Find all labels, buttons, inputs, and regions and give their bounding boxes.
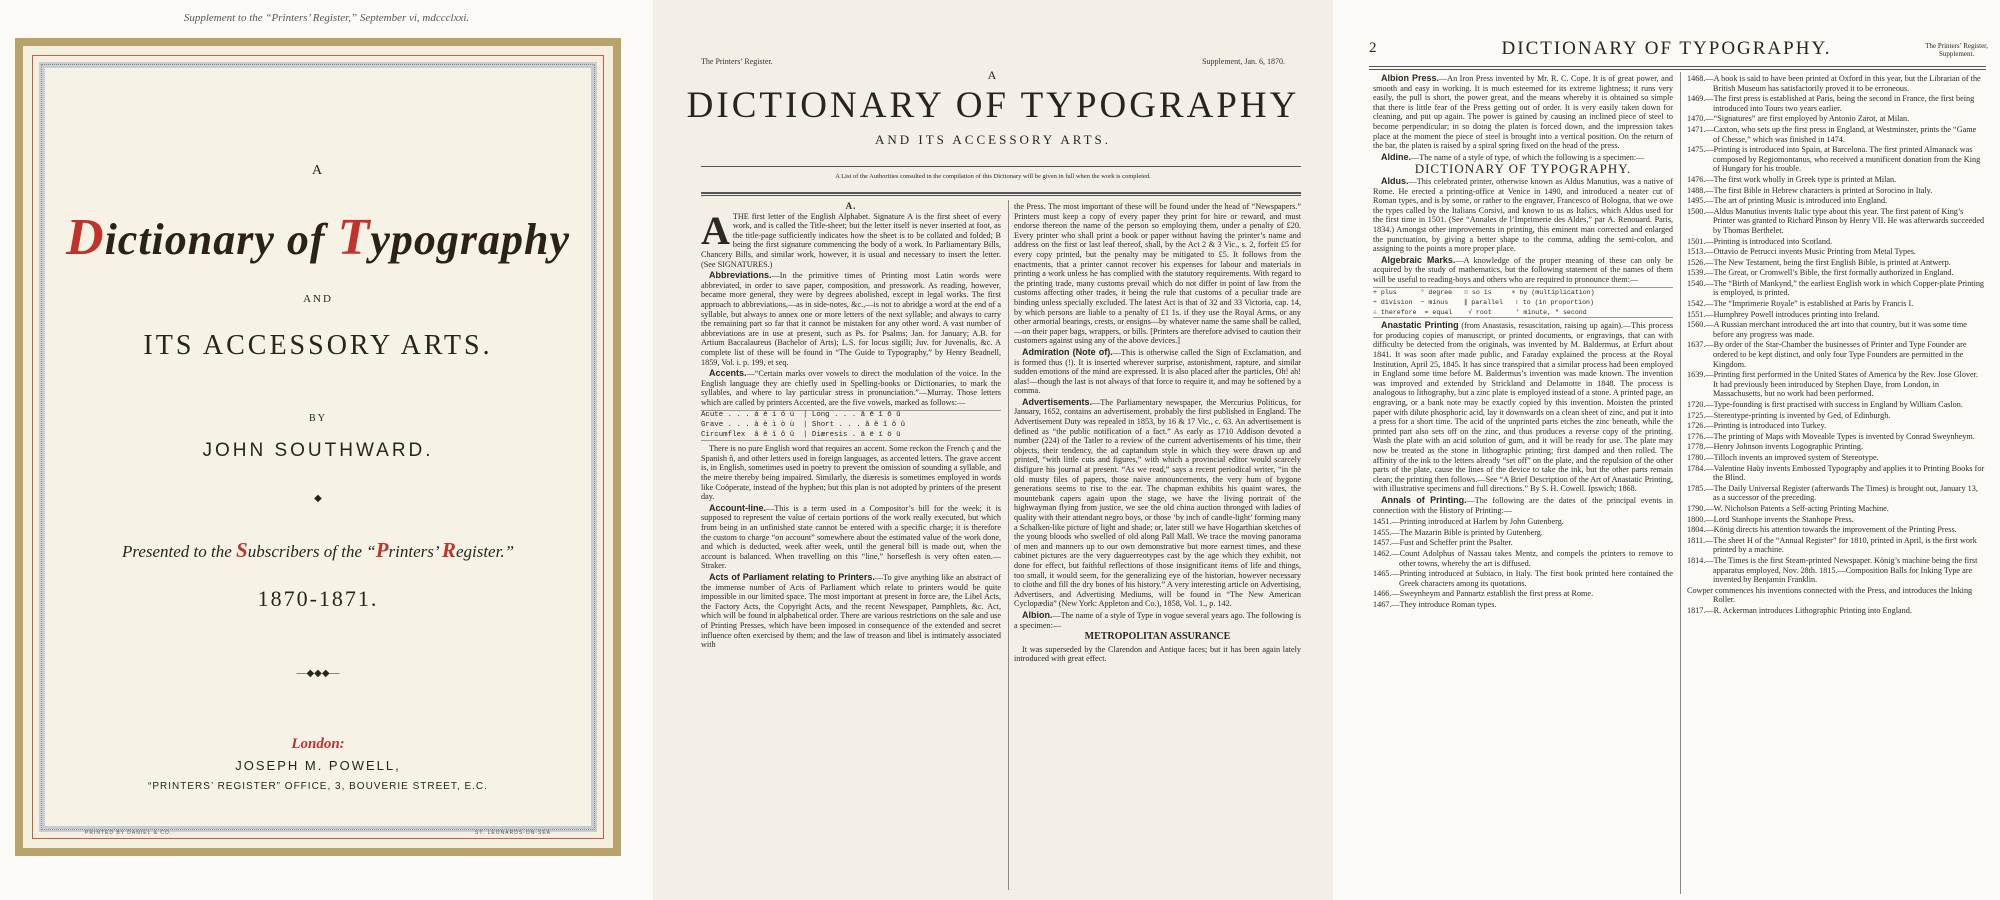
annals-entry: 1469.—The first press is established at Paris, being the second in France, the first being introduced into Tours two years earlier. bbox=[1687, 94, 1975, 113]
drop-cap: A bbox=[701, 207, 730, 253]
annals-entry: 1488.—The first Bible in Hebrew characters is printed at Sorocino in Italy. bbox=[1687, 185, 1933, 195]
cover-presented: Presented to the Subscribers of the “Printers’ Register.” bbox=[121, 538, 515, 562]
entry-accents-cont: There is no pure English word that requires an accent. Some reckon the French ç and the Spanish ñ, and other letters used in foreign languages, as accented letters. The grave accent is, in English, sometimes used in poetry to prevent the omission of sounding a syllable, and the metre thereby being impaired. Similarly, the diæresis is sometimes employed in words like Coöperate, instead of the hyphen; but this plan is not adopted by printers of the present day. bbox=[701, 444, 1001, 502]
annals-list-right bbox=[1687, 74, 1985, 894]
annals-entry: 1542.—The “Imprimerie Royale” is established at Paris by Francis I. bbox=[1687, 299, 1914, 309]
entry-a: ATHE first letter of the English Alphabet. Signature A is the first sheet of every work, and is called the Title-sheet; but the letter itself is never inserted at foot, as the title-page sufficiently indicates how the sheet is to be collated and folded; B being the first signature commencing the body of a work. In Parliamentary Bills, Chancery Bills, and similar work, however, it is usual and necessary to insert the letter. (See SIGNATURES.) bbox=[701, 207, 1001, 269]
cover-content bbox=[45, 68, 591, 836]
text-column-2 bbox=[1014, 202, 1301, 892]
entry-aldus: Aldus.—This celebrated printer, otherwise known as Aldus Manutius, was a native of Rome. He erected a printing-office at Venice in 1490, and introduced a neater cut of Roman types, and is by some, or rather to the engraver, Francesco of Bologna, that we owe the types called by the Italians Corsivi, and known to us as Italics, which Aldus used for the first time in 1501. (See “Annales de l’Imprimerie des Aldes,” par A. Renouard. Paris, 1834.) Amongst other improvements in printing, this eminent man corrected and enlarged the punctuation, by giving a better shape to the comma, adding the semi-colon, and assigning to the points a more proper place. bbox=[1373, 175, 1673, 254]
annals-entry: 1526.—The New Testament, being the first English Bible, is printed at Antwerp. bbox=[1687, 257, 1951, 267]
annals-entry: 1467.—They introduce Roman types. bbox=[1373, 599, 1497, 609]
annals-entry: 1778.—Henry Johnson invents Logographic Printing. bbox=[1687, 442, 1864, 452]
running-header-right: The Printers’ Register, Supplement. bbox=[1925, 42, 1988, 58]
annals-entry: 1814.—The Times is the first Steam-printed Newspaper. König’s machine being the first apparatus employed, Nov. 28th. 1815.—Composition Balls for Inking Type are invented by Benjamin Franklin. bbox=[1687, 555, 1978, 585]
divider-rule bbox=[701, 166, 1301, 167]
annals-entry: 1465.—Printing introduced at Subiaco, in Italy. The first book printed here contained the Greek characters among its quotations. bbox=[1373, 569, 1673, 588]
annals-entry: 1784.—Valentine Haüy invents Embossed Typography and applies it to Printing Books for the Blind. bbox=[1687, 463, 1985, 483]
annals-entry: 1451.—Printing introduced at Harlem by John Gutenberg. bbox=[1373, 517, 1564, 527]
annals-entry: 1476.—The first work wholly in Greek type is printed at Milan. bbox=[1687, 174, 1897, 184]
annals-entry: 1720.—Type-founding is first practised with success in England by William Caslon. bbox=[1687, 400, 1963, 409]
algebra-table: + plus ° degree ∷ so is × by (multiplication) ÷ division − minus ∥ parallel ∶ to (in proportion) ∴ therefore = equal √ root ′ minute, ″ second bbox=[1373, 287, 1673, 318]
divider-rule bbox=[1369, 66, 1986, 67]
annals-entry: Cowper commences his inventions connected with the Press, and introduces the Inking Roller. bbox=[1687, 585, 1973, 605]
entry-anastatic-printing: Anastatic Printing (from Anastasis, resuscitation, raising up again).—This process for producing copies of manuscript, or printed documents, or engravings, that can with difficulty be detected from the originals, was invented by M. Baldermus, at Erfurt about 1841. It was soon after made public, and Faraday explained the process at the Royal Institution, April 25, 1845. It has since transpired that a similar process had been employed in England some time before M. Baldermus’s invention was made known. The invention was improved and extended by Strickland and Delamotte in 1848. The process is analogous to lithography, but a zinc plate is employed instead of a stone. A printed page, an engraving, or a bank note may be exactly copied by this invention. Moisten the printed paper with dilute phosphoric acid, lay it downwards on a clean sheet of zinc, and put it into a press for a short time. The acid of the unprinted parts etches the zinc beneath, while the printed part also sets off on the zinc, and thus produces a reverse copy of the printing. Wash the plate with an acid solution of gum, and it will be ready for use. The plate may now be treated as the stone in lithographic printing; first damped and then rolled. The affinity of the ink to the letters already “set off” on the plate, and the repulsion of the other parts of the plate, cause the lines of the device to take the ink, but the other parts remain clean; the printing then follows.—See “A Brief Description of the Art of Anastatic Printing, with illustrative specimens and full directions.” By S. H. Cowell. Ipswich; 1868. bbox=[1373, 320, 1673, 494]
cover-printed-by: PRINTED BY DANIEL & CO. bbox=[85, 830, 173, 836]
entry-albion-cont: It was superseded by the Clarendon and Antique faces; but it has been again lately introduced with great effect. bbox=[1014, 644, 1301, 664]
cover-a: A bbox=[311, 163, 325, 178]
annals-entry: 1811.—The sheet H of the “Annual Register” for 1810, printed in April, is the first work printed by a machine. bbox=[1687, 535, 1977, 555]
entry-admiration: Admiration (Note of).—This is otherwise called the Sign of Exclamation, and is formed thus (!). It is inserted wherever surprise, astonishment, rapture, and similar sudden emotions of the mind are expressed. It is also placed after the particles, Oh! ah! alas!—though the last is not always of that force to require it, and may be softened by a comma. bbox=[1014, 346, 1301, 396]
entry-account-line: Account-line.—This is a term used in a Compositor’s bill for the week; it is supposed to represent the value of certain portions of the work really executed, but which from being in an unfinished state cannot be entered with a specific charge; it is therefore the custom to charge “on account” somewhere about the estimated value of the work done, and which is deducted, week after week, until the general bill is made out, when the account is balanced. When travelling on this “line,” horseflesh is very often eaten.—Straker. bbox=[701, 502, 1001, 571]
annals-entry: 1457.—Fust and Scheffer print the Psalter. bbox=[1373, 538, 1513, 548]
dictionary-first-page bbox=[653, 0, 1333, 900]
entry-albion-press: Albion Press.—An Iron Press invented by Mr. R. C. Cope. It is of great power, and smooth and easy in working. It is much esteemed for its extreme lightness; it runs very easily, the pull is short, the power great, and the means whereby it is obtained so simple that there is little fear of the Press getting out of order. It is very easily taken down for cleaning, and put up again. The power is gained by causing an inclined piece of steel to become perpendicular; in so doing the platen is forced down, and the impression takes place at the moment the piece of steel is brought into a vertical position. On the return of the bar, the platen is raised by a spiral spring fixed on the head of the press. bbox=[1373, 74, 1673, 151]
annals-entry: 1475.—Printing is introduced into Spain, at Barcelona. The first printed Almanack was composed by Regiomontanus, who received a munificent donation from the King of Hungary for his trouble. bbox=[1687, 145, 1981, 174]
cover-subtitle: ITS ACCESSORY ARTS. bbox=[143, 330, 493, 361]
dictionary-second-page bbox=[1333, 0, 2000, 900]
annals-entry: 1539.—The Great, or Cromwell’s Bible, the first formally authorized in England. bbox=[1687, 268, 1954, 278]
annals-entry: 1501.—Printing is introduced into Scotland. bbox=[1687, 236, 1833, 246]
entry-accents: Accents.—“Certain marks over vowels to direct the modulation of the voice. In the English language they are chiefly used in Spelling-books or Dictionaries, to mark the syllables, and where to lay particular stress in pronunciation.”—Murray. Those letters which are called by printers Accented, are the five vowels, marked as follows:— bbox=[701, 368, 1001, 407]
cover-frame bbox=[15, 38, 621, 856]
annals-list-left bbox=[1373, 517, 1673, 609]
annals-entry: 1726.—Printing is introduced into Turkey. bbox=[1687, 421, 1827, 431]
cover-title: Dictionary of Typography bbox=[66, 209, 570, 266]
annals-entry: 1800.—Lord Stanhope invents the Stanhope Press. bbox=[1687, 514, 1854, 524]
ornament-dot: ◆ bbox=[314, 493, 322, 504]
running-title: DICTIONARY OF TYPOGRAPHY. bbox=[1501, 38, 1832, 59]
divider-rule bbox=[701, 195, 1301, 196]
page-title-a: A bbox=[987, 68, 999, 82]
annals-entry: 1551.—Humphrey Powell introduces printing into Ireland. bbox=[1687, 309, 1880, 319]
entry-acts-cont: the Press. The most important of these will be found under the head of “Newspapers.” Printers must keep a copy of every paper they print for hire or reward, and must endorse thereon the name of the person so employing them, under a penalty of £20. Every printer who shall print a book or paper without having the printer’s name and address on the first or last leaf thereof, shall, by the Act 2 & 3 Vic., s. 2, forfeit £5 for every copy printed, but the penalty may be mitigated to £5. It follows from the enactments, that a printer cannot recover his expenses for labour and materials in printing a work unless he has complied with the statutory requirements. With regard to the printing trade, many customs prevail which do not differ in point of law from the customs affecting other trades, it being the rule that customs of a peculiar trade are binding unless specially excluded. The latest Act is that of 32 and 33 Victoria, cap. 14, by which persons are liable to a penalty of £1 1s. if they use the Royal Arms, or any other armorial bearings, crests, or ensigns—by whatever name the same shall be called,—on their paper bags, wrappers, or bills. [Printers are therefore advised to caution their customers against using any of the above devices.] bbox=[1014, 202, 1301, 346]
annals-entry: 1560.—A Russian merchant introduced the art into that country, but it was some time before any progress was made. bbox=[1687, 320, 1967, 339]
divider-rule bbox=[701, 192, 1301, 194]
annals-entry: 1804.—König directs his attention towards the improvement of the Printing Press. bbox=[1687, 525, 1957, 535]
authorities-note: A List of the Authorities consulted in the compilation of this Dictionary will be given in full when the work is completed. bbox=[835, 173, 1151, 180]
annals-entry: 1639.—Printing first performed in the United States of America by the Rev. Jose Glover. It had previously been introduced by Stephen Daye, from London, in Massachusetts, but no work had been performed. bbox=[1687, 370, 1978, 399]
annals-entry: 1725.—Stereotype-printing is invented by Ged, of Edinburgh. bbox=[1687, 410, 1891, 420]
text-column-1 bbox=[1373, 74, 1673, 894]
running-header-left: The Printers’ Register. bbox=[701, 57, 773, 66]
annals-entry: 1780.—Tilloch invents an improved system of Stereotype. bbox=[1687, 452, 1879, 462]
cover-author: JOHN SOUTHWARD. bbox=[202, 440, 434, 461]
running-header-right: Supplement, Jan. 6, 1870. bbox=[1202, 57, 1285, 66]
annals-entry: 1462.—Count Adolphus of Nassau takes Mentz, and compels the printers to remove to other towns, whereby the art is diffused. bbox=[1373, 548, 1673, 568]
annals-entry: 1495.—The art of printing Music is introduced into England. bbox=[1687, 196, 1888, 206]
annals-entry: 1466.—Sweynheym and Pannartz establish the first press at Rome. bbox=[1373, 589, 1594, 599]
annals-entry: 1513.—Ottavio de Petrucci invents Music Printing from Metal Types. bbox=[1687, 247, 1916, 257]
annals-entry: 1817.—R. Ackerman introduces Lithographic Printing into England. bbox=[1687, 605, 1912, 615]
cover-years: 1870-1871. bbox=[257, 586, 379, 611]
column-separator bbox=[1008, 200, 1009, 890]
annals-entry: 1637.—By order of the Star-Chamber the businesses of Printer and Type Founder are ordered to be kept distinct, and only four Type Founders are permitted in the Kingdom. bbox=[1687, 340, 1967, 369]
page-subtitle: AND ITS ACCESSORY ARTS. bbox=[874, 132, 1112, 147]
cover-printed-at: ST. LEONARDS-ON-SEA bbox=[475, 830, 551, 836]
cover-publisher: JOSEPH M. POWELL, bbox=[235, 758, 401, 773]
annals-entry: 1790.—W. Nicholson Patents a Self-acting Printing Machine. bbox=[1687, 503, 1889, 513]
text-column-1 bbox=[701, 202, 1001, 892]
entry-algebraic-marks: Algebraic Marks.—A knowledge of the proper meaning of these can only be acquired by the study of mathematics, but the following statement of the names of them will be useful to reading-boys and others who are required to pronounce them:— bbox=[1373, 254, 1673, 284]
cover-by: BY bbox=[309, 413, 327, 424]
divider-rule bbox=[1369, 69, 1986, 70]
aldine-specimen: DICTIONARY OF TYPOGRAPHY. bbox=[1414, 161, 1632, 177]
entry-albion: Albion.—The name of a style of Type in vogue several years ago. The following is a specimen:— bbox=[1014, 609, 1301, 630]
annals-entry: 1776.—The printing of Maps with Moveable Types is invented by Conrad Sweynheym. bbox=[1687, 431, 1975, 441]
entry-advertisements: Advertisements.—The Parliamentary newspaper, the Mercurius Politicus, for January, 1652, contains an advertisement, probably the first published in England. The Advertisement Duty was repealed in 1853, by 16 & 17 Vic., c. 63. An advertisement is defined as “the public notification of a fact.” As early as 1710 Addison devoted a number (224) of the Tatler to a review of the current advertisements of his time, their objects, their tendency, the ad captandum style in which they were drawn up and printed, “with little cuts and figures,” with which a provincial editor would scarcely disfigure his journal at present. “As we read,” says a recent periodical writer, “in the old musty files of papers, those naive announcements, the very hum of bygone generations seems to rise to the ear. The chapman exhibits his quaint wares, the mountebank capers again upon the stage, we have the living portrait of the highwayman flying from justice, we see the old china auction thronged with ladies of quality with their attendant negro boys, or those ‘by inch of candle-light’ forming many a Schalken-like picture of light and shade; or, later still we have Hogarthian sketches of the young bloods who swelled of old along Pall Mall. We trace the moving panorama of men and manners up to our own demonstrative but more earnest times, and these cabinet pictures are the very daguerreotypes cast by the age which they exhibit, not done for effect, but faithful reflections of those insignificant items of life and things, too small, it would seem, for the generalizing eye of the historian, however necessary to clothe and fill the dry bones of his history.” A very interesting article on Advertising, Advertisers, and Advertising Mediums, will be found in “The New American Cyclopædia” (New York: Appleton and Co.), 1858, Vol. 1., p. 142. bbox=[1014, 396, 1301, 609]
annals-entry: 1470.—“Signatures” are first employed by Antonio Zarot, at Milan. bbox=[1687, 114, 1910, 124]
annals-entry: 1500.—Aldus Manutius invents Italic type about this year. The first patent of King’s Printer was granted to Richard Pinson by Henry VII. He was afterwards succeeded by Thomas Berthelet. bbox=[1687, 206, 1985, 235]
section-heading: A. bbox=[845, 202, 857, 211]
entry-abbreviations: Abbreviations.—In the primitive times of Printing most Latin words were abbreviated, in order to save paper, composition, and presswork. As reading, however, became more general, they were by degrees abolished, except in legal works. The first approach to abbreviations,—as in side-notes, &c.,—is not to abridge a word at the end of a syllable, but always to annex one or more letters of the next syllable; and always to carry the remaining part so far that it cannot be mistaken for any other word. A vast number of abbreviations are in use at present, such as Ps. for Psalms; Jan. for January; A.B. for Artium Baccalaureus (Bachelor of Arts); L.S. for locus sigilli; Juv. for Juvenalis, &c. A complete list of these will be found in “The Guide to Typography,” by Henry Beadnell, 1859, Vol. i. p. 199, et seq. bbox=[701, 270, 1001, 367]
entry-aldine: Aldine.—The name of a style of type, of which the following is a specimen:— bbox=[1381, 151, 1645, 162]
cover-page bbox=[0, 0, 653, 900]
type-specimen: METROPOLITAN ASSURANCE bbox=[1084, 631, 1231, 643]
page-title: DICTIONARY OF TYPOGRAPHY bbox=[686, 85, 1300, 126]
accent-table: Acute . . . á é í ó ú | Long . . . ā ē ī ō ū Grave . . . à è ì ò ù | Short . . . ă ĕ ĭ ŏ ŭ Circumflex â ê î ô û | Diæresis . ä ë ï ö ü bbox=[701, 410, 1001, 441]
cover-london: London: bbox=[291, 736, 345, 752]
annals-entry: 1455.—The Mazarin Bible is printed by Gutenberg. bbox=[1373, 527, 1543, 537]
cover-supplement-line: Supplement to the “Printers’ Register,” September vi, mdccclxxi. bbox=[183, 12, 470, 24]
cover-and: AND bbox=[303, 293, 333, 305]
entry-annals-of-printing: Annals of Printing.—The following are the dates of the principal events in connection with the History of Printing:— bbox=[1373, 494, 1673, 515]
column-separator bbox=[1680, 72, 1681, 894]
entry-acts-of-parliament: Acts of Parliament relating to Printers.—To give anything like an abstract of the immense number of Acts of Parliament which relate to printers would be quite impossible in our limited space. The most important at present in force are, the Libel Acts, the Factory Acts, the Copyright Acts, and the recent Newspaper, Pamphlets, &c. Act, which will be found in alphabetical order. There are various restrictions on the sale and use of Printing Presses, which have been imposed in consequence of the extended and secret influence often exercised by them; and the law of treason and libel is intimately associated with bbox=[701, 571, 1001, 650]
annals-entry: 1785.—The Daily Universal Register (afterwards The Times) is brought out, January 13, as a successor of the preceding. bbox=[1687, 483, 1978, 503]
annals-entry: 1540.—The “Birth of Mankynd,” the earliest English work in which Copper-plate Printing is employed, is printed. bbox=[1687, 278, 1985, 298]
ornament-divider: —◆◆◆— bbox=[296, 668, 340, 679]
annals-entry: 1468.—A book is said to have been printed at Oxford in this year, but the Librarian of the British Museum has satisfactorily proved it to be erroneous. bbox=[1687, 74, 1981, 93]
cover-office: “PRINTERS’ REGISTER” OFFICE, 3, BOUVERIE STREET, E.C. bbox=[148, 781, 488, 792]
page-number: 2 bbox=[1369, 40, 1377, 56]
annals-entry: 1471.—Caxton, who sets up the first press in England, at Westminster, prints the “Game of Chesse,” which was finished in 1474. bbox=[1687, 124, 1977, 144]
